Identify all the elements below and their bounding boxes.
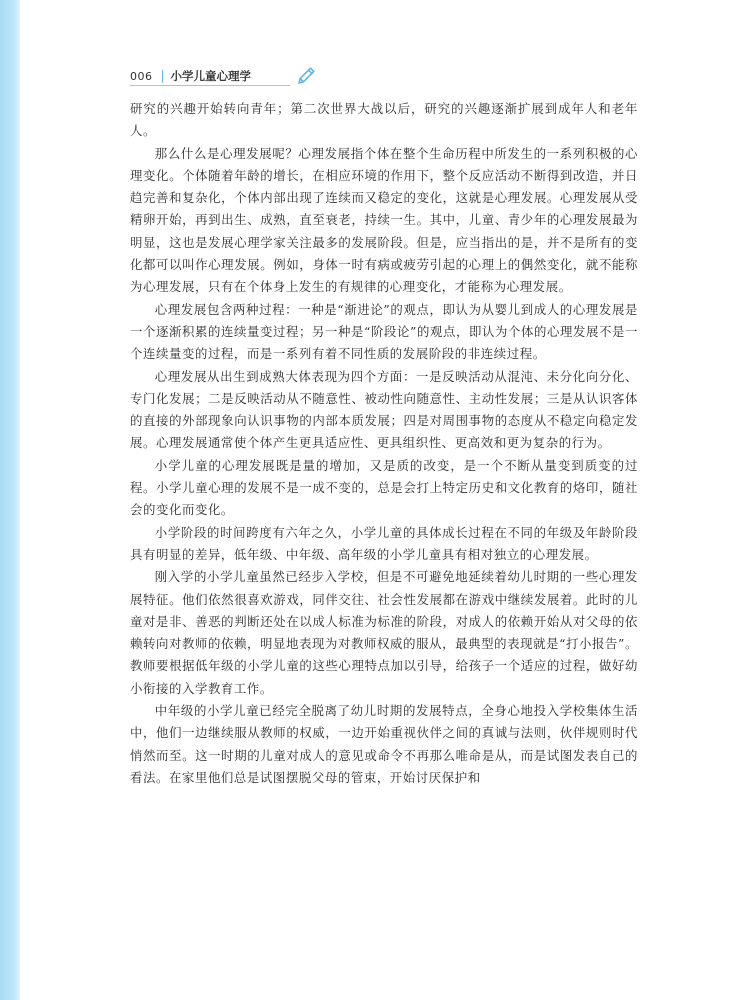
- paragraph-3: 心理发展包含两种过程：一种是“渐进论”的观点，即认为从婴儿到成人的心理发展是一个逐渐积累的连续量变过程；另一种是“阶段论”的观点，即认为个体的心理发展不是一个连续量变的过程，而是一系列有着不同性质的发展阶段的非连续过程。: [130, 301, 638, 362]
- paragraph-5: 小学儿童的心理发展既是量的增加，又是质的改变，是一个不断从量变到质变的过程。小学儿童心理的发展不是一成不变的，总是会打上特定历史和文化教育的烙印，随社会的变化而变化。: [130, 457, 638, 518]
- paragraph-6: 小学阶段的时间跨度有六年之久，小学儿童的具体成长过程在不同的年级及年龄阶段具有明显的差异，低年级、中年级、高年级的小学儿童具有相对独立的心理发展。: [130, 524, 638, 562]
- running-header: [130, 66, 251, 86]
- book-title: 小学儿童心理学: [170, 69, 251, 83]
- paragraph-1: 研究的兴趣开始转向青年；第二次世界大战以后，研究的兴趣逐渐扩展到成年人和老年人。: [130, 101, 638, 139]
- paragraph-7: 刚入学的小学儿童虽然已经步入学校，但是不可避免地延续着幼儿时期的一些心理发展特征。他们依然很喜欢游戏，同伴交往、社会性发展都在游戏中继续发展着。此时的儿童对是非、善恶的判断还处在以成人标准为标准的阶段，对成人的依赖开始从对父母的依赖转向对教师的依赖，明显地表现为对教师权威的服从，最典型的表现就是“打小报告”。教师要根据低年级的小学儿童的这些心理特点加以引导，给孩子一个适应的过程，做好幼小衔接的入学教育工作。: [130, 569, 638, 696]
- paragraph-4: 心理发展从出生到成熟大体表现为四个方面：一是反映活动从混沌、未分化向分化、专门化发展；二是反映活动从不随意性、被动性向随意性、主动性发展；三是从认识客体的直接的外部现象向认识事物的内部本质发展；四是对周围事物的态度从不稳定向稳定发展。心理发展通常使个体产生更具适应性、更具组织性、更高效和更为复杂的行为。: [130, 368, 638, 451]
- page-number: 006: [130, 69, 153, 83]
- page-edge-band: [0, 0, 20, 1000]
- header-divider: [162, 70, 163, 83]
- body-text: [130, 98, 638, 789]
- paragraph-2: 那么什么是心理发展呢？心理发展指个体在整个生命历程中所发生的一系列积极的心理变化。个体随着年龄的增长，在相应环境的作用下，整个反应活动不断得到改造，并日趋完善和复杂化，个体内部出现了连续而又稳定的变化，这就是心理发展。心理发展从受精卵开始，再到出生、成熟，直至衰老，持续一生。其中，儿童、青少年的心理发展最为明显，这也是发展心理学家关注最多的发展阶段。但是，应当指出的是，并不是所有的变化都可以叫作心理发展。例如，身体一时有病或疲劳引起的心理上的偶然变化，就不能称为心理发展，只有在个体身上发生的有规律的心理变化，才能称为心理发展。: [130, 145, 638, 295]
- paragraph-8: 中年级的小学儿童已经完全脱离了幼儿时期的发展特点，全身心地投入学校集体生活中，他们一边继续服从教师的权威，一边开始重视伙伴之间的真诚与法则，伙伴规则时代悄然而至。这一时期的儿童对成人的意见或命令不再那么唯命是从，而是试图发表自己的看法。在家里他们总是试图摆脱父母的管束，开始讨厌保护和: [130, 703, 638, 785]
- header-underline: [130, 85, 290, 86]
- pencil-icon: [294, 64, 318, 88]
